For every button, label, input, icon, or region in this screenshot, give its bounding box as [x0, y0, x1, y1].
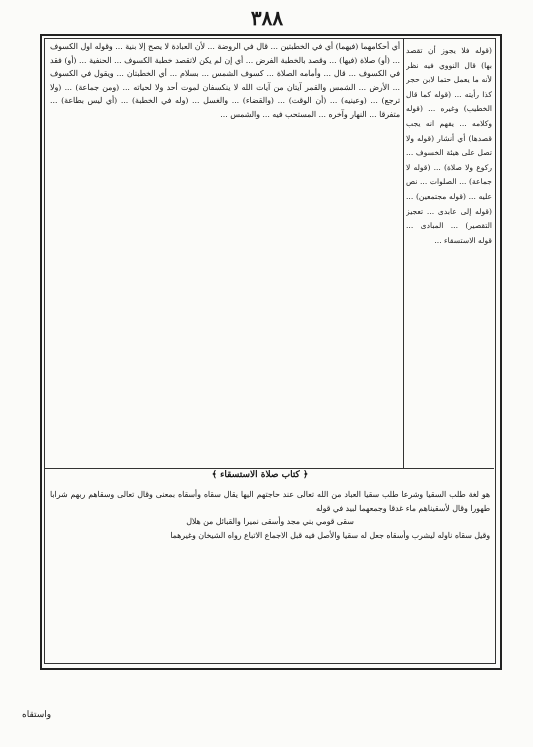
main-text-block — [50, 40, 400, 465]
section-heading: ﴿ كتاب صلاة الاستسقاء ﴾ — [211, 470, 309, 480]
section-rule — [44, 468, 494, 469]
page-number: ٣٨٨ — [250, 6, 284, 30]
main-text: أي أحكامهما (فيهما) أي في الخطبتين ... قال في الروضة ... لأن العبادة لا يصح إلا بنية ... وقوله اول الكسوف ... (أو) صلاة (فيها) ... وقصد بالخطبة الفرض ... أي إن لم يكن لاتقصد خطبة الكسوف ... الحنفية ... (أو) فقد في الكسوف ... قال ... وأمامه الصلاة ... كسوف الشمس ... بسلام ... أي الخطبتان ... ويقول في الكسوف ... الأرض ... الشمس والقمر آيتان من آيات الله لا ينكسفان لموت أحد ولا لحياته ... (ومن جماعة) ... (ولا ترجع) ... (وعينيه) ... (أن الوقت) ... (والقضاء) ... والغسل ... (وله في الخطبة) ... (أي ليس بطاعة) ... متفرقا ... النهار وآخره ... المستحب فيه ... والشمس ... — [50, 42, 400, 119]
catchword: واستقاه — [22, 710, 52, 720]
column-divider — [403, 38, 404, 468]
margin-text: (قوله فلا يجوز أن تقصد بها) قال النووي فيه نظر لأنه ما يعمل حتما لابن حجر كذا رأيته ... (قوله كما قال الخطيب) وغيره ... (قوله وكلامه ... يفهم انه يجب قصدها) أي أنشار (قوله ولا تصل على هيئة الخسوف ... ركوع ولا صلاة) ... (قوله لا جماعة) ... الصلوات ... نص عليه ... (قوله مجتمعين) ... (قوله إلى عابدى ... تعجيز التقصير) ... المبادى ... قوله الاستسقاء ... — [406, 46, 492, 245]
lower-text: هو لغة طلب السقيا وشرعا طلب سقيا العباد من الله تعالى عند حاجتهم اليها يقال سقاه وأسقاه بمعنى وقال تعالى وسقاهم ربهم شرابا طهورا وقال لأسقيناهم ماء غدقا وجمعهما لبيد في قوله — [50, 490, 490, 513]
poetry-verse: سقى قومي بني مجد وأسقى نميرا والقبائل من هلال — [186, 517, 354, 526]
margin-commentary — [406, 44, 492, 464]
lower-last-line: وقيل سقاه ناوله ليشرب وأسقاه جعل له سقيا والأصل فيه قبل الاجماع الاتباع رواه الشيخان وغيرهما — [170, 530, 490, 540]
lower-text-block — [50, 488, 490, 658]
